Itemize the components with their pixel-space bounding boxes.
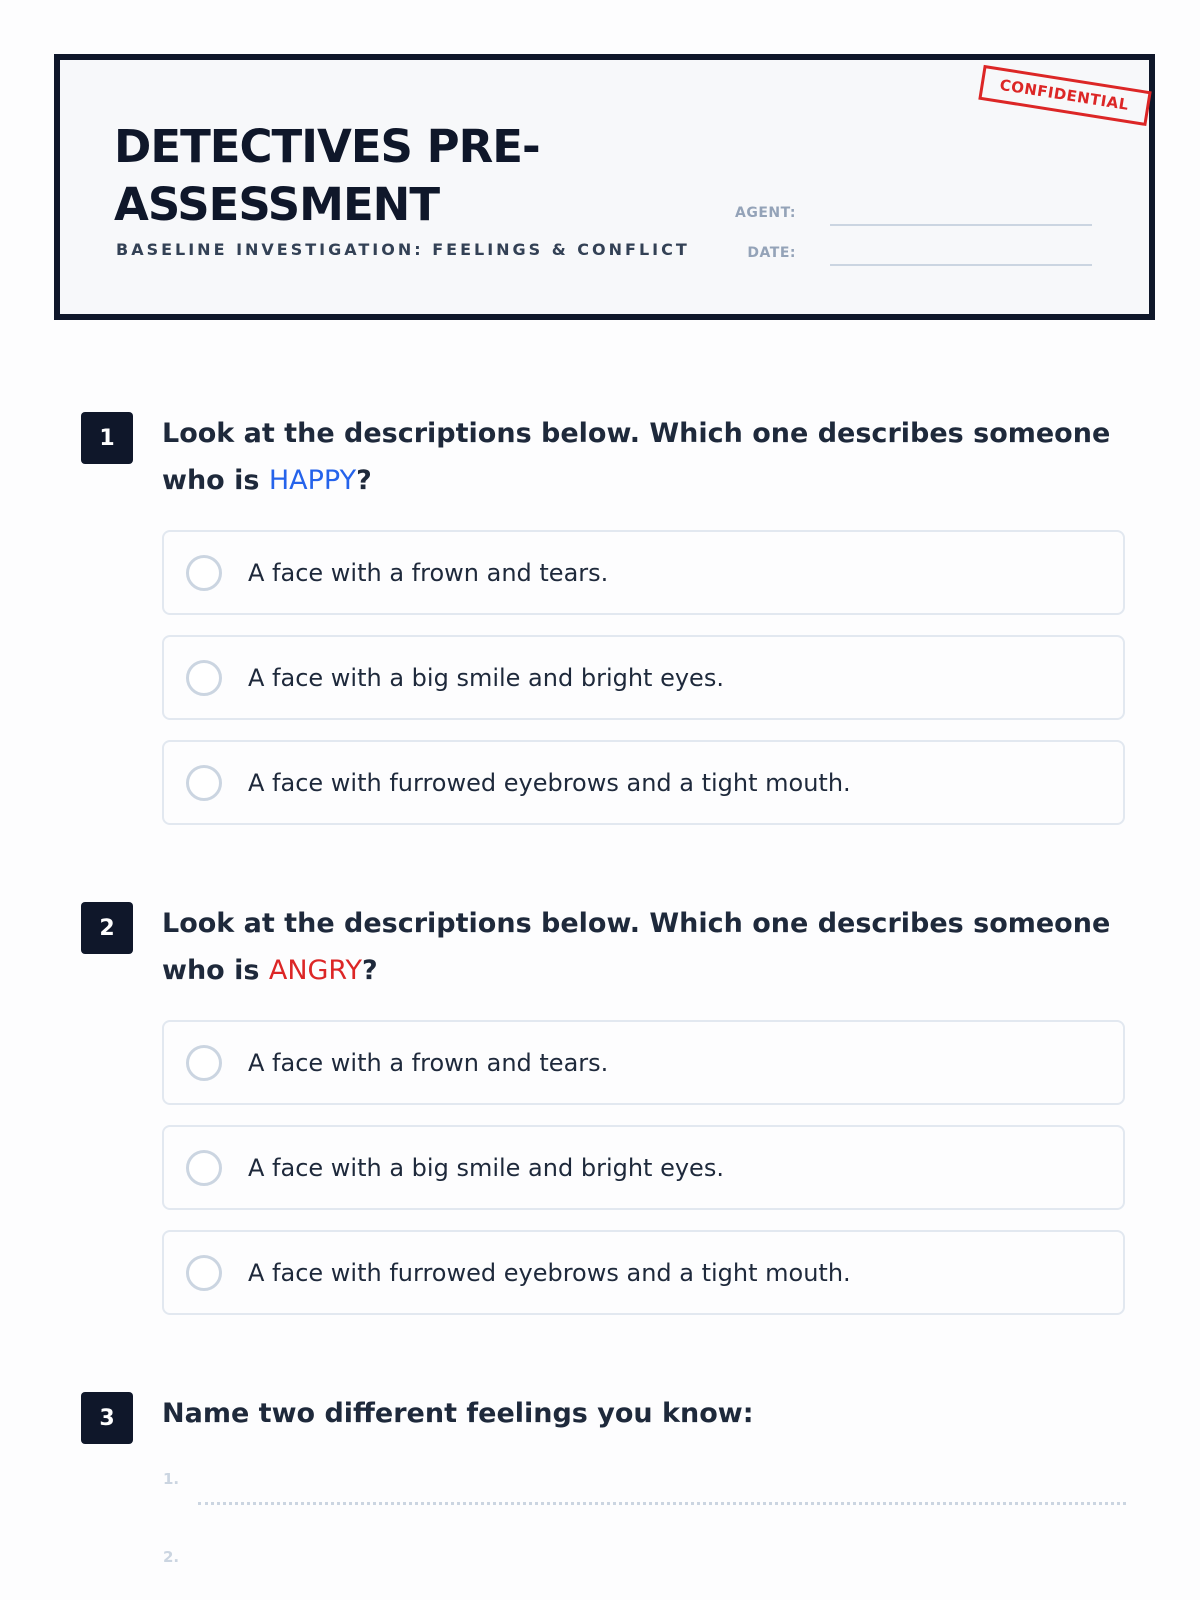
agent-label: AGENT: (735, 205, 796, 221)
question-number-1: 1 (81, 412, 133, 464)
date-label: DATE: (747, 245, 796, 261)
option-label: A face with furrowed eyebrows and a tight mouth. (248, 768, 851, 797)
question-number-2: 2 (81, 902, 133, 954)
option-label: A face with a frown and tears. (248, 558, 609, 587)
date-field[interactable] (830, 264, 1092, 266)
page-subtitle: BASELINE INVESTIGATION: FEELINGS & CONFLICT (116, 240, 690, 259)
question-1-mark: ? (356, 465, 372, 496)
q2-option-b[interactable] (162, 1125, 1125, 1210)
answer-number-1: 1. (163, 1470, 180, 1488)
q1-option-c[interactable] (162, 740, 1125, 825)
radio-button[interactable] (186, 1045, 222, 1081)
case-file-header (54, 54, 1155, 320)
confidential-stamp: CONFIDENTIAL (978, 65, 1152, 126)
question-number-3: 3 (81, 1392, 133, 1444)
answer-line-1[interactable] (198, 1476, 1126, 1505)
question-2-prompt (162, 900, 1122, 994)
question-2-keyword: ANGRY (268, 955, 362, 986)
q1-option-a[interactable] (162, 530, 1125, 615)
agent-field[interactable] (830, 224, 1092, 226)
option-label: A face with a frown and tears. (248, 1048, 609, 1077)
option-label: A face with a big smile and bright eyes. (248, 663, 724, 692)
question-2-text: Look at the descriptions below. Which one describes someone who is (162, 908, 1111, 986)
radio-button[interactable] (186, 1150, 222, 1186)
question-2-mark: ? (361, 955, 378, 986)
question-3-prompt: Name two different feelings you know: (162, 1398, 754, 1429)
page-title: DETECTIVES PRE-ASSESSMENT (114, 120, 540, 231)
radio-button[interactable] (186, 765, 222, 801)
answer-number-2: 2. (163, 1548, 180, 1566)
radio-button[interactable] (186, 1255, 222, 1291)
question-1-text: Look at the descriptions below. Which one describes someone who is (162, 418, 1111, 496)
q1-option-b[interactable] (162, 635, 1125, 720)
radio-button[interactable] (186, 555, 222, 591)
q2-option-c[interactable] (162, 1230, 1125, 1315)
q2-option-a[interactable] (162, 1020, 1125, 1105)
radio-button[interactable] (186, 660, 222, 696)
option-label: A face with a big smile and bright eyes. (248, 1153, 724, 1182)
option-label: A face with furrowed eyebrows and a tight mouth. (248, 1258, 851, 1287)
question-1-keyword: HAPPY (268, 465, 357, 496)
question-1-prompt (162, 410, 1122, 504)
